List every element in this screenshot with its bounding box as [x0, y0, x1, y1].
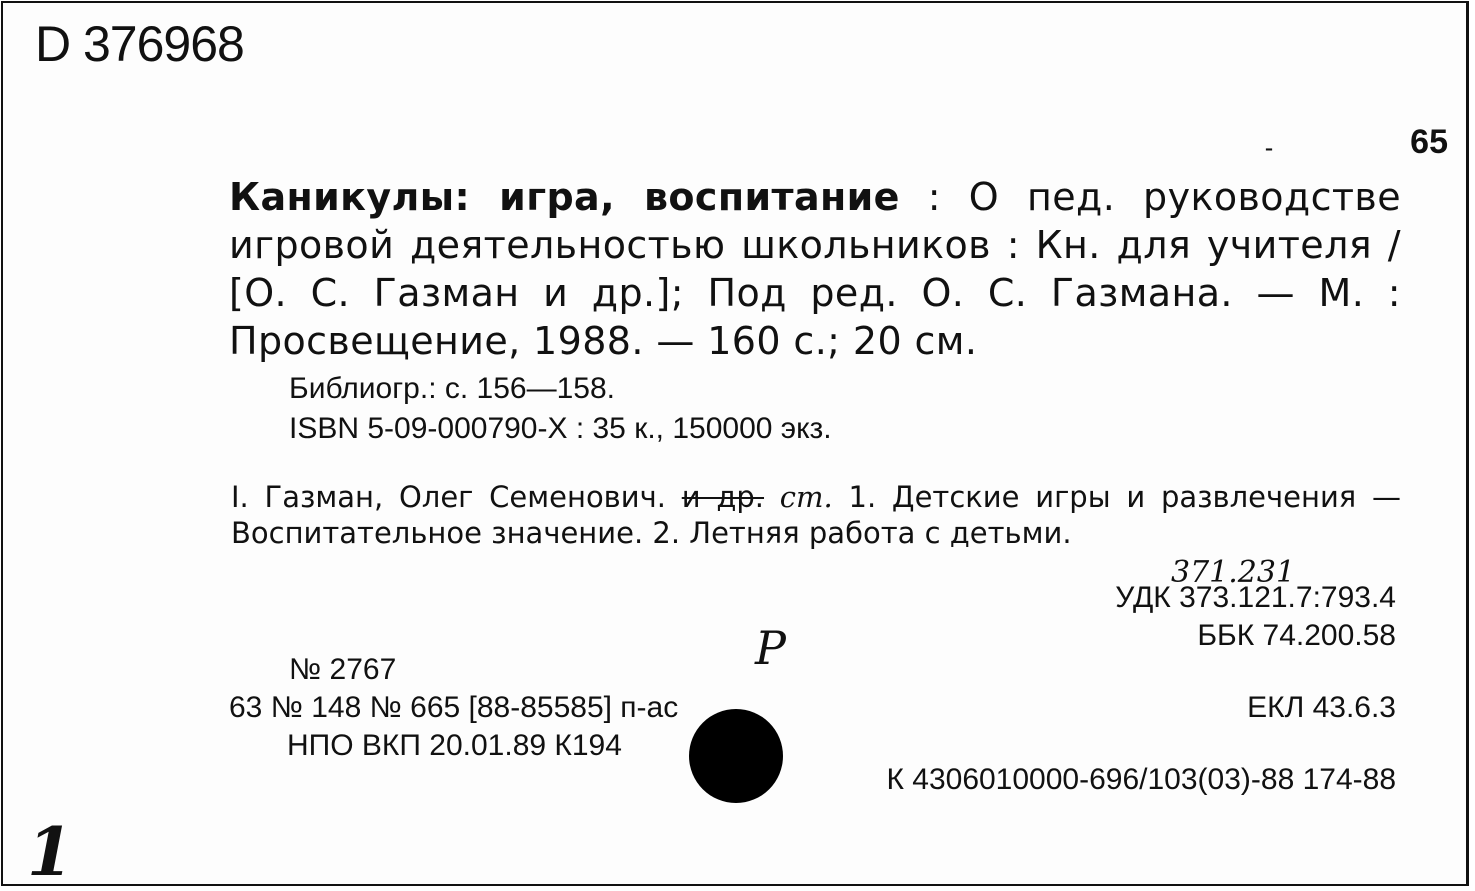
- registration-line-1: № 2767: [289, 653, 397, 686]
- subject-text: 1. Детские игры и развлечения — Воспитательное значение. 2. Летняя работа с детьми.: [231, 480, 1402, 550]
- handwritten-number: 1: [27, 813, 73, 891]
- notes-block: [289, 369, 832, 449]
- bibliography-note: Библиогр.: с. 156—158.: [289, 372, 615, 405]
- handwritten-correction: ст.: [779, 480, 833, 514]
- corner-dash: -: [1265, 135, 1273, 161]
- ekl-code: ЕКЛ 43.6.3: [1247, 691, 1396, 724]
- corner-number: 65: [1410, 123, 1448, 161]
- struck-text: и др.: [681, 480, 765, 514]
- card-number: D 376968: [35, 16, 244, 72]
- udk-code: УДК 373.121.7:793.4: [1115, 581, 1396, 614]
- bbk-code: ББК 74.200.58: [1197, 619, 1396, 652]
- added-entry: I. Газман, Олег Семенович.: [231, 480, 682, 514]
- handwritten-udk: 371.231: [1171, 555, 1296, 590]
- subject-headings: [231, 479, 1401, 551]
- catalog-card: [1, 1, 1469, 891]
- k-code: К 4306010000-696/103(03)-88 174-88: [886, 763, 1396, 796]
- registration-line-2: 63 № 148 № 665 [88-85585] п-ас: [229, 691, 679, 724]
- main-entry-body: : О пед. руководстве игровой деятельностью школьников : Кн. для учителя / [О. С. Газман и др.]; Под ред. О. С. Газмана. — М. : Просвещение, 1988. — 160 с.; 20 см.: [229, 175, 1401, 363]
- handwritten-letter: Р: [755, 621, 786, 675]
- registration-line-3: НПО ВКП 20.01.89 К194: [287, 729, 622, 762]
- book-title: Каникулы: игра, воспитание: [229, 175, 900, 219]
- isbn-note: ISBN 5-09-000790-X : 35 к., 150000 экз.: [289, 412, 832, 445]
- main-entry: [229, 173, 1401, 365]
- punch-hole: [689, 709, 783, 803]
